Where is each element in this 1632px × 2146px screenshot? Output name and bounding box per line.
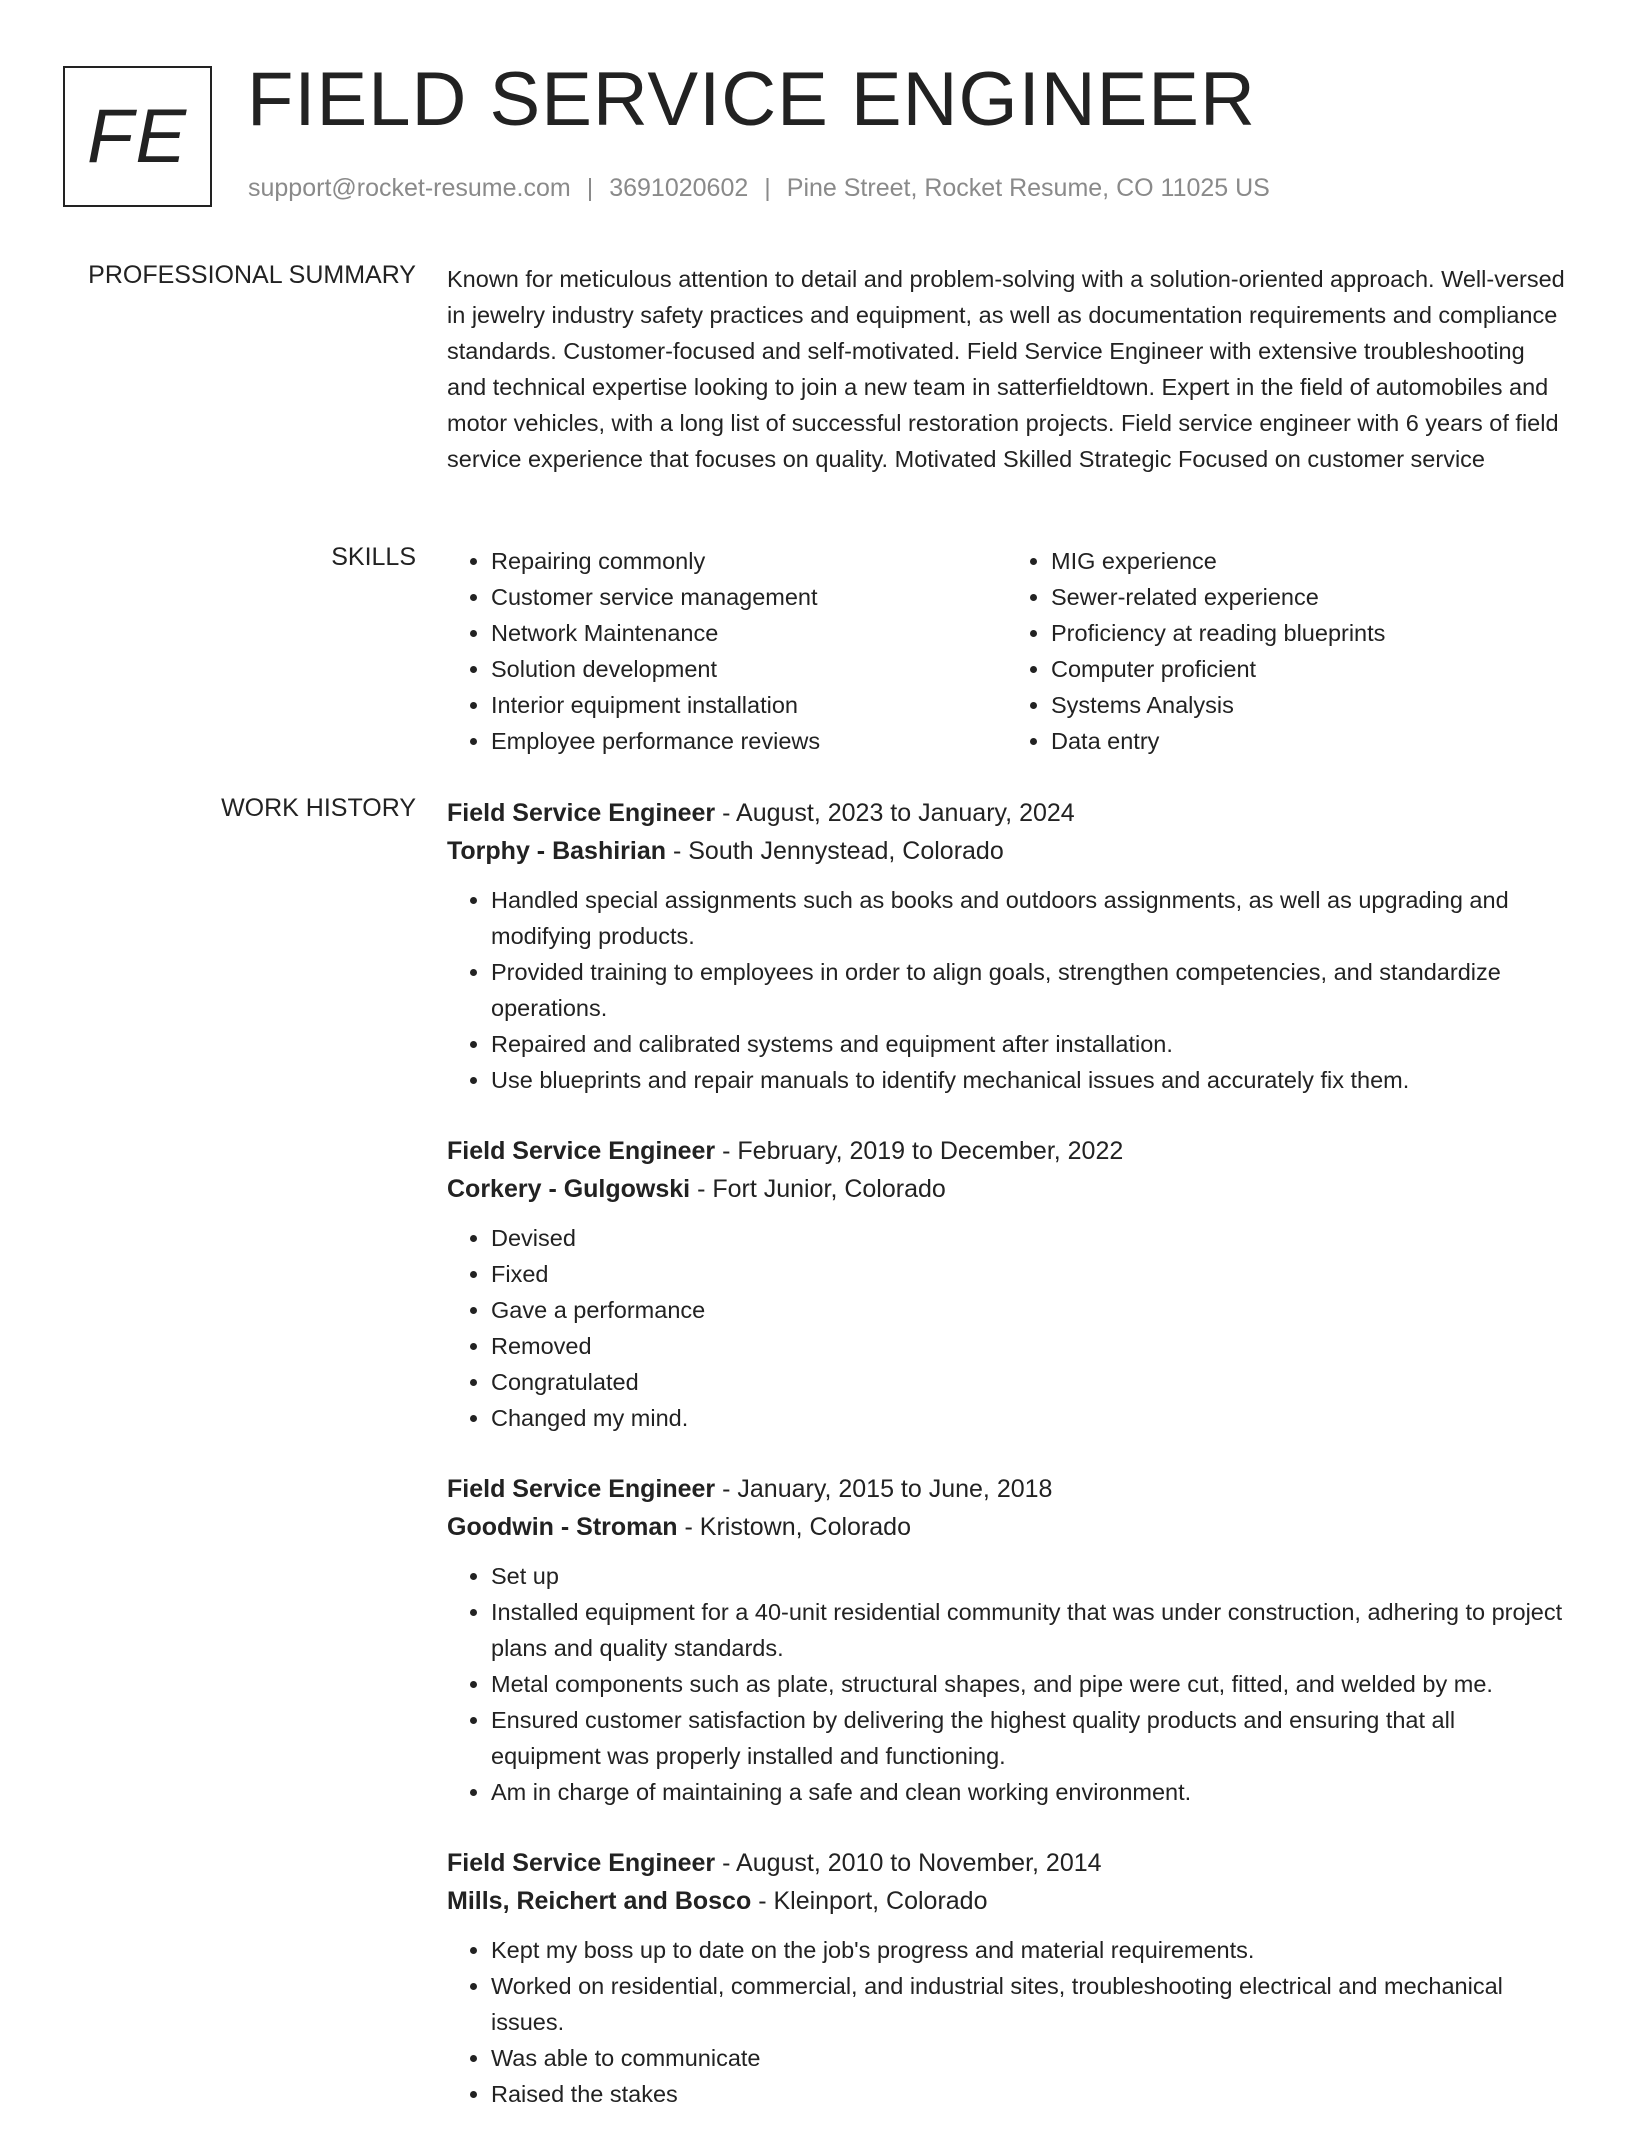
contact-separator: |: [764, 174, 771, 202]
job-bullet: • Was able to communicate: [491, 2040, 1567, 2076]
dash-separator: -: [751, 1887, 774, 1915]
monogram-logo: FE: [63, 66, 212, 207]
job-bullet: • Installed equipment for a 40-unit residential community that was under construction, adhering to project plans and quality standards.: [491, 1594, 1567, 1666]
job-bullet: • Provided training to employees in order to align goals, strengthen competencies, and standardize operations.: [491, 954, 1567, 1026]
skill-item: • Proficiency at reading blueprints: [1051, 615, 1567, 651]
job-bullets: [447, 1220, 1567, 1436]
skills-heading: SKILLS: [331, 543, 416, 571]
job-location: South Jennystead, Colorado: [688, 837, 1004, 865]
job-title: Field Service Engineer: [447, 799, 716, 827]
page-title: FIELD SERVICE ENGINEER: [247, 57, 1256, 142]
skill-item: • Solution development: [491, 651, 1007, 687]
contact-address: Pine Street, Rocket Resume, CO 11025 US: [786, 174, 1270, 202]
job-dates: August, 2023 to January, 2024: [736, 799, 1075, 827]
skill-item: • Repairing commonly: [491, 543, 1007, 579]
job-title-line: [447, 1470, 1567, 1508]
job-bullet: • Kept my boss up to date on the job's progress and material requirements.: [491, 1932, 1567, 1968]
job-bullet: • Use blueprints and repair manuals to identify mechanical issues and accurately fix them.: [491, 1062, 1567, 1098]
job-bullet: • Worked on residential, commercial, and industrial sites, troubleshooting electrical and mechanical issues.: [491, 1968, 1567, 2040]
skill-item: • Customer service management: [491, 579, 1007, 615]
skill-item: • Systems Analysis: [1051, 687, 1567, 723]
skill-item: • Computer proficient: [1051, 651, 1567, 687]
job-company: Mills, Reichert and Bosco: [447, 1887, 752, 1915]
dash-separator: -: [715, 1137, 738, 1165]
job-company-line: [447, 1170, 1567, 1208]
dash-separator: -: [666, 837, 689, 865]
skill-item: • Sewer-related experience: [1051, 579, 1567, 615]
skill-item: • Network Maintenance: [491, 615, 1007, 651]
job-bullet: • Am in charge of maintaining a safe and clean working environment.: [491, 1774, 1567, 1810]
job-dates: January, 2015 to June, 2018: [737, 1475, 1053, 1503]
job-bullet: • Fixed: [491, 1256, 1567, 1292]
job-company-line: [447, 1508, 1567, 1546]
job-bullet: • Removed: [491, 1328, 1567, 1364]
job-bullet: • Changed my mind.: [491, 1400, 1567, 1436]
dash-separator: -: [690, 1175, 713, 1203]
job-location: Kristown, Colorado: [699, 1513, 911, 1541]
job-bullet: • Metal components such as plate, structural shapes, and pipe were cut, fitted, and welded by me.: [491, 1666, 1567, 1702]
job-title: Field Service Engineer: [447, 1137, 716, 1165]
job-company: Torphy - Bashirian: [447, 837, 667, 865]
job-company: Corkery - Gulgowski: [447, 1175, 691, 1203]
job-bullets: [447, 882, 1567, 1098]
job-bullet: • Devised: [491, 1220, 1567, 1256]
job-bullet: • Set up: [491, 1558, 1567, 1594]
job-dates: February, 2019 to December, 2022: [737, 1137, 1124, 1165]
skills-list-right: [1007, 543, 1567, 759]
dash-separator: -: [677, 1513, 700, 1541]
job-entry: [447, 794, 1567, 1098]
job-title-line: [447, 1132, 1567, 1170]
job-title-line: [447, 794, 1567, 832]
job-company-line: [447, 832, 1567, 870]
job-location: Kleinport, Colorado: [773, 1887, 988, 1915]
skill-item: • Employee performance reviews: [491, 723, 1007, 759]
job-company: Goodwin - Stroman: [447, 1513, 678, 1541]
skills-list-left: [447, 543, 1007, 759]
job-bullets: [447, 1932, 1567, 2112]
job-list: [447, 794, 1567, 2146]
work-history-heading: WORK HISTORY: [221, 794, 416, 822]
skill-item: • MIG experience: [1051, 543, 1567, 579]
job-bullet: • Repaired and calibrated systems and equipment after installation.: [491, 1026, 1567, 1062]
job-bullets: [447, 1558, 1567, 1810]
job-entry: [447, 1470, 1567, 1810]
job-bullet: • Congratulated: [491, 1364, 1567, 1400]
job-entry: [447, 1844, 1567, 2112]
job-title: Field Service Engineer: [447, 1475, 716, 1503]
job-entry: [447, 1132, 1567, 1436]
summary-heading: PROFESSIONAL SUMMARY: [88, 261, 416, 289]
summary-text: Known for meticulous attention to detail and problem-solving with a solution-oriented approach. Well-versed in jewelry industry safety practices and equipment, as well as documentation requirements and compliance standards. Customer-focused and self-motivated. Field Service Engineer with extensive troubleshooting and technical expertise looking to join a new team in satterfieldtown. Expert in the field of automobiles and motor vehicles, with a long list of successful restoration projects. Field service engineer with 6 years of field service experience that focuses on quality. Motivated Skilled Strategic Focused on customer service: [447, 266, 1565, 472]
dash-separator: -: [715, 1475, 738, 1503]
job-location: Fort Junior, Colorado: [712, 1175, 946, 1203]
job-bullet: • Handled special assignments such as books and outdoors assignments, as well as upgrading and modifying products.: [491, 882, 1567, 954]
job-bullet: • Gave a performance: [491, 1292, 1567, 1328]
job-bullet: • Ensured customer satisfaction by delivering the highest quality products and ensuring that all equipment was properly installed and functioning.: [491, 1702, 1567, 1774]
skill-item: • Interior equipment installation: [491, 687, 1007, 723]
job-dates: August, 2010 to November, 2014: [736, 1849, 1102, 1877]
contact-phone: 3691020602: [609, 174, 749, 202]
contact-separator: |: [586, 174, 594, 202]
job-bullet: • Raised the stakes: [491, 2076, 1567, 2112]
contact-line: [248, 174, 1270, 203]
job-title: Field Service Engineer: [447, 1849, 716, 1877]
dash-separator: -: [715, 799, 737, 827]
job-company-line: [447, 1882, 1567, 1920]
dash-separator: -: [715, 1849, 737, 1877]
skill-item: • Data entry: [1051, 723, 1567, 759]
contact-email: support@rocket-resume.com: [248, 174, 571, 202]
job-title-line: [447, 1844, 1567, 1882]
